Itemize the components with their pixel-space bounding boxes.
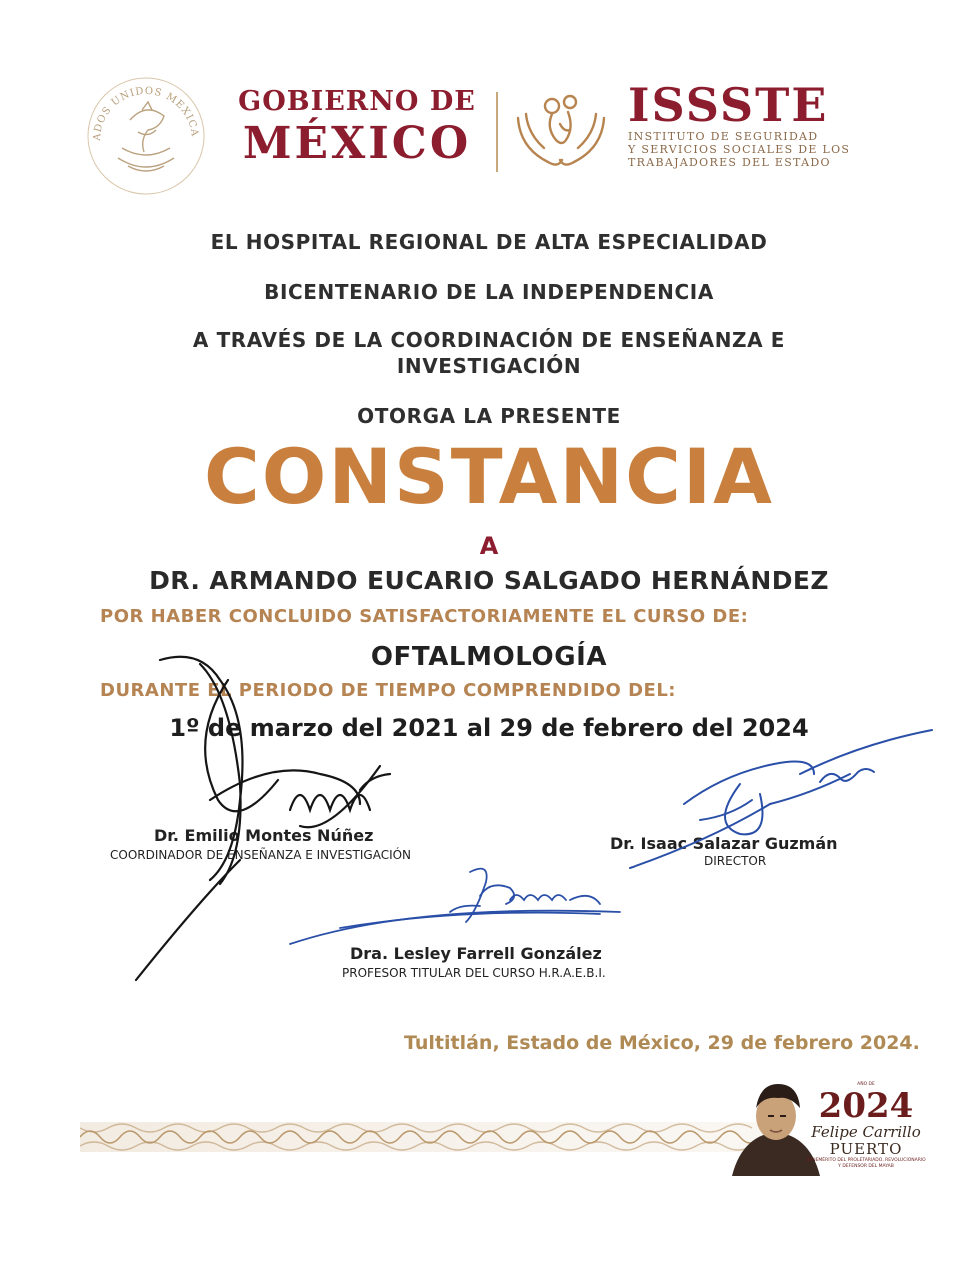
investigacion-line: INVESTIGACIÓN xyxy=(396,354,582,378)
issste-logo xyxy=(628,80,868,169)
year-badge xyxy=(806,1082,926,1170)
gobierno-de-mexico-logo xyxy=(226,86,488,170)
issste-sub1: INSTITUTO DE SEGURIDAD xyxy=(628,130,819,143)
director-name: Dr. Isaac Salazar Guzmán xyxy=(610,834,838,853)
professor-name: Dra. Lesley Farrell González xyxy=(350,944,602,963)
gobierno-line1: GOBIERNO DE xyxy=(238,86,476,117)
professor-title: PROFESOR TITULAR DEL CURSO H.R.A.E.B.I. xyxy=(342,966,606,980)
coordinacion-line: A TRAVÉS DE LA COORDINACIÓN DE ENSEÑANZA E xyxy=(192,328,786,352)
to-letter: A xyxy=(479,532,499,560)
certificate-title: CONSTANCIA xyxy=(204,432,774,521)
issste-name: ISSSTE xyxy=(628,78,829,132)
svg-text:ESTADOS UNIDOS MEXICANOS xyxy=(82,70,200,142)
bicentenario-line: BICENTENARIO DE LA INDEPENDENCIA xyxy=(264,280,714,304)
coordinator-signature xyxy=(136,657,390,980)
year-number: 2024 xyxy=(818,1086,914,1126)
hospital-line: EL HOSPITAL REGIONAL DE ALTA ESPECIALIDAD xyxy=(210,230,768,254)
period-dates: 1º de marzo del 2021 al 29 de febrero del 2024 xyxy=(169,714,809,742)
seal-text: ADOS UNIDOS MEXICA xyxy=(91,85,201,142)
reason-line: POR HABER CONCLUIDO SATISFACTORIAMENTE EL CURSO DE: xyxy=(100,606,749,627)
issste-sub3: TRABAJADORES DEL ESTADO xyxy=(628,156,831,169)
otorga-line: OTORGA LA PRESENTE xyxy=(357,404,621,428)
issste-sub2: Y SERVICIOS SOCIALES DE LOS xyxy=(628,143,851,156)
coordinator-name: Dr. Emilio Montes Núñez xyxy=(154,826,374,845)
issste-hands-icon xyxy=(510,84,612,176)
honoree-tagline: BENEMÉRITO DEL PROLETARIADO, REVOLUCIONARIO Y DEFENSOR DEL MAYAB xyxy=(806,1158,926,1169)
place-date: Tultitlán, Estado de México, 29 de febrero 2024. xyxy=(404,1032,920,1054)
director-title: DIRECTOR xyxy=(704,854,767,868)
honoree-line2: PUERTO xyxy=(829,1140,903,1158)
decorative-pattern-band xyxy=(80,1120,770,1154)
honoree-line1: Felipe Carrillo xyxy=(811,1123,921,1141)
course-name: OFTALMOLOGÍA xyxy=(370,642,608,672)
coordinator-title: COORDINADOR DE ENSEÑANZA E INVESTIGACIÓN xyxy=(110,848,412,862)
mexico-national-seal xyxy=(82,70,210,198)
professor-signature xyxy=(290,869,620,944)
gobierno-line2: MÉXICO xyxy=(242,118,472,169)
header-divider xyxy=(496,92,498,172)
period-label: DURANTE EL PERIODO DE TIEMPO COMPRENDIDO DEL: xyxy=(100,680,676,701)
year-prefix: AÑO DE xyxy=(857,1082,875,1087)
recipient-name: DR. ARMANDO EUCARIO SALGADO HERNÁNDEZ xyxy=(149,566,829,595)
